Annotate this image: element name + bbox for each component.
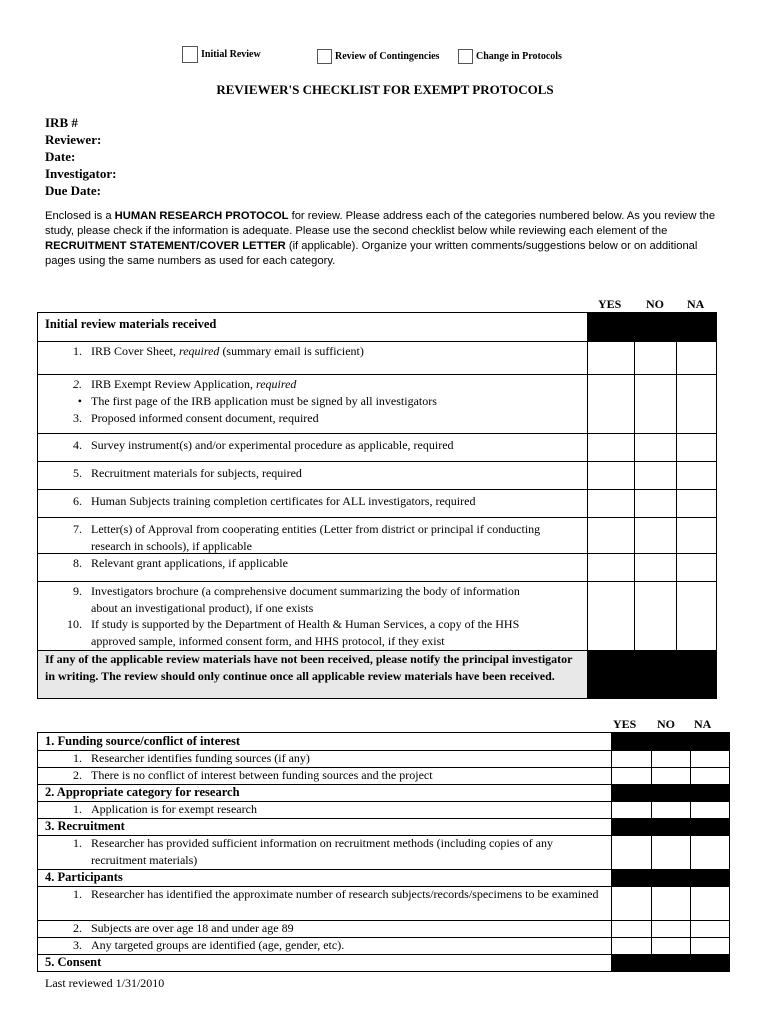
yes-column-header: YES xyxy=(598,297,622,311)
section-title: 2. Appropriate category for research xyxy=(45,785,240,799)
row-divider xyxy=(38,461,716,462)
intro-text: Enclosed is a xyxy=(45,210,115,222)
row-divider xyxy=(38,374,716,375)
row-divider xyxy=(38,818,729,819)
row-divider xyxy=(38,581,716,582)
item-number: 3. xyxy=(73,938,82,952)
item-number: 6. xyxy=(73,494,82,508)
list-item xyxy=(38,493,587,510)
column-divider xyxy=(690,733,691,971)
list-item xyxy=(38,555,587,572)
list-item xyxy=(38,376,587,393)
item-text: Recruitment materials for subjects, required xyxy=(91,466,302,480)
yes-column-header: YES xyxy=(613,717,637,731)
date-field: Date: xyxy=(45,149,76,164)
investigator-field: Investigator: xyxy=(45,166,117,181)
last-reviewed-footer: Last reviewed 1/31/2010 xyxy=(45,976,165,990)
section-shade xyxy=(611,733,729,750)
intro-paragraph xyxy=(45,209,725,269)
document-title: REVIEWER'S CHECKLIST FOR EXEMPT PROTOCOLS xyxy=(216,82,554,97)
change-in-protocols-label: Change in Protocols xyxy=(476,51,562,62)
intro-bold-protocol: HUMAN RESEARCH PROTOCOL xyxy=(114,210,289,222)
item-text: IRB Exempt Review Application, required xyxy=(91,377,297,391)
column-divider xyxy=(634,341,635,650)
item-text: Letter(s) of Approval from cooperating entities (Letter from district or principal if conducting research in schools), if applicable xyxy=(91,522,541,553)
change-in-protocols-checkbox[interactable] xyxy=(458,49,562,64)
list-item xyxy=(38,616,587,650)
item-text: Proposed informed consent document, required xyxy=(91,411,319,425)
item-number: 1. xyxy=(73,887,82,901)
checkbox-icon[interactable] xyxy=(317,49,332,64)
item-number: 1. xyxy=(73,836,82,850)
section-shade xyxy=(611,784,729,801)
section-shade xyxy=(611,954,729,971)
review-of-contingencies-checkbox[interactable] xyxy=(317,49,439,64)
intro-bold-recruitment: RECRUITMENT STATEMENT/COVER LETTER xyxy=(45,240,286,252)
item-text: Relevant grant applications, if applicable xyxy=(91,556,288,570)
item-number: 1. xyxy=(73,802,82,816)
review-criteria-table xyxy=(37,732,730,972)
due-date-field: Due Date: xyxy=(45,183,101,198)
intro-text: (if applicable). Organize your written comments/suggestions below or on additional pages using the same numbers as used for each category. xyxy=(45,240,698,267)
header-shade xyxy=(587,313,716,341)
notice-row-shade-right xyxy=(587,650,716,698)
item-text: Survey instrument(s) and/or experimental procedure as applicable, required xyxy=(91,438,454,452)
column-divider xyxy=(676,341,677,650)
list-item xyxy=(38,437,587,454)
row-divider xyxy=(38,954,729,955)
item-number: 10. xyxy=(67,617,82,631)
item-number: 1. xyxy=(73,344,82,358)
review-of-contingencies-label: Review of Contingencies xyxy=(335,51,440,62)
column-divider xyxy=(611,733,612,971)
row-divider xyxy=(38,341,716,342)
item-text: Researcher has identified the approximate number of research subjects/records/specimens to be examined xyxy=(91,887,599,901)
item-text: Researcher identifies funding sources (if any) xyxy=(91,751,310,765)
no-column-header: NO xyxy=(657,717,675,731)
na-column-header: NA xyxy=(687,297,705,311)
item-text: There is no conflict of interest between funding sources and the project xyxy=(91,768,433,782)
item-text: The first page of the IRB application must be signed by all investigators xyxy=(91,394,437,408)
item-text: If study is supported by the Department of Health & Human Services, a copy of the HHS approved sample, informed consent form, and HHS protocol, if they exist xyxy=(91,617,520,648)
meta-fields xyxy=(45,114,117,199)
item-text: Researcher has provided sufficient information on recruitment methods (including copies of any recruitment materials) xyxy=(91,836,553,867)
initial-materials-table xyxy=(37,312,717,699)
section-title: 5. Consent xyxy=(45,955,102,969)
review-type-checkboxes xyxy=(0,46,770,66)
item-text: Investigators brochure (a comprehensive document summarizing the body of information about an investigational product), if one exists xyxy=(91,584,520,615)
item-number: 9. xyxy=(73,584,82,598)
list-item xyxy=(38,343,587,360)
intro-text: for review. Please address each of the categories numbered below. As you review the study, please check if the information is adequate. Please use the second checklist below while reviewing each element of the xyxy=(45,210,716,237)
item-text: IRB Cover Sheet, required (summary email is sufficient) xyxy=(91,344,364,358)
row-divider xyxy=(38,517,716,518)
section-shade xyxy=(611,818,729,835)
list-item xyxy=(38,465,587,482)
item-text: Any targeted groups are identified (age, gender, etc). xyxy=(91,938,345,952)
initial-review-label: Initial Review xyxy=(201,49,261,60)
item-number: 1. xyxy=(73,751,82,765)
list-item xyxy=(38,410,587,427)
item-number: 5. xyxy=(73,466,82,480)
item-text: Human Subjects training completion certificates for ALL investigators, required xyxy=(91,494,476,508)
item-text: Application is for exempt research xyxy=(91,802,257,816)
irb-number-field: IRB # xyxy=(45,115,78,130)
initial-review-checkbox[interactable] xyxy=(182,46,261,63)
item-number: 8. xyxy=(73,556,82,570)
section-title: Initial review materials received xyxy=(45,317,217,331)
row-divider xyxy=(38,489,716,490)
list-item xyxy=(38,583,587,617)
section-title: 1. Funding source/conflict of interest xyxy=(45,734,241,748)
item-number: 7. xyxy=(73,522,82,536)
list-item xyxy=(38,393,587,410)
section-title: 3. Recruitment xyxy=(45,819,125,833)
item-number: 4. xyxy=(73,438,82,452)
item-text: Subjects are over age 18 and under age 89 xyxy=(91,921,294,935)
reviewer-field: Reviewer: xyxy=(45,132,102,147)
list-item xyxy=(38,521,587,555)
checkbox-icon[interactable] xyxy=(182,46,198,63)
item-number: 3. xyxy=(73,411,82,425)
item-number: 2. xyxy=(73,377,82,391)
section-title: 4. Participants xyxy=(45,870,123,884)
row-divider xyxy=(38,869,729,870)
column-divider xyxy=(651,733,652,971)
item-number: 2. xyxy=(73,768,82,782)
row-divider xyxy=(38,433,716,434)
no-column-header: NO xyxy=(646,297,664,311)
notice-text: If any of the applicable review materials have not been received, please notify the principal investigator in writing. The review should only continue once all applicable review materials have been received. xyxy=(45,652,573,683)
checkbox-icon[interactable] xyxy=(458,49,473,64)
section-shade xyxy=(611,869,729,886)
item-number: 2. xyxy=(73,921,82,935)
na-column-header: NA xyxy=(694,717,712,731)
bullet: • xyxy=(77,394,82,408)
